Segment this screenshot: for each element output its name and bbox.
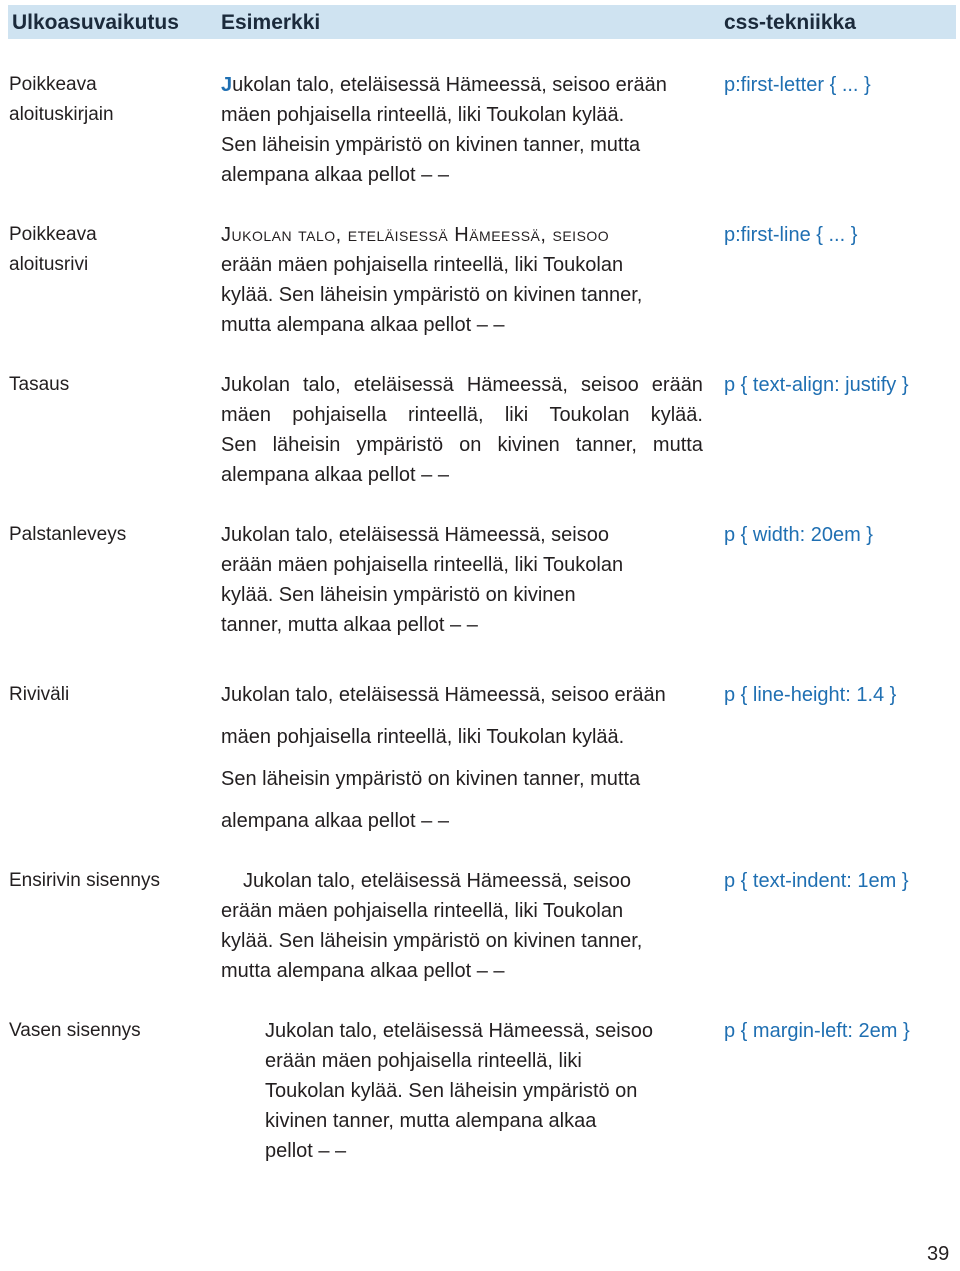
page-number: 39 [927,1243,950,1265]
example-line [221,430,703,460]
css-rule: p { text-indent: 1em } [724,870,909,892]
justified-word: ympäristö [356,434,444,456]
example-line: Jukolan talo, eteläisessä Hämeessä, seisoo erään [221,684,666,706]
header-effect: Ulkoasuvaikutus [12,11,179,34]
justified-word: talo, [302,374,341,396]
example-line-rest: ukolan talo, eteläisessä Hämeessä, seisoo erään [232,74,667,96]
effect-label: Poikkeava aloitusrivi [9,224,97,275]
justified-word: erään [651,374,703,396]
drop-letter: J [221,74,233,96]
css-rule: p:first-line { ... } [724,224,858,246]
header-example: Esimerkki [221,11,321,34]
justified-word: läheisin [272,434,341,456]
example-text [265,1016,653,1166]
example-line: kivinen tanner, mutta alempana alkaa [265,1110,597,1132]
example-line: kylää. Sen läheisin ympäristö on kivinen tanner, [221,930,643,952]
example-line: Toukolan kylää. Sen läheisin ympäristö on [265,1080,638,1102]
justified-word: pohjaisella [292,404,387,426]
justified-word: rinteellä, [408,404,484,426]
example-line: erään mäen pohjaisella rinteellä, liki Toukolan [221,900,624,922]
example-line: erään mäen pohjaisella rinteellä, liki Toukolan [221,254,624,276]
example-text [221,866,642,986]
example-line: alempana alkaa pellot – – [221,164,449,186]
example-line: alempana alkaa pellot – – [221,810,449,832]
example-line: Sen läheisin ympäristö on kivinen tanner, mutta [221,134,641,156]
css-rule: p { width: 20em } [724,524,873,546]
justified-word: mäen [221,404,272,426]
justified-word: tanner, [575,434,637,456]
effect-label: Ensirivin sisennys [9,870,160,891]
example-line: Jukolan talo, eteläisessä Hämeessä, seisoo [243,870,631,892]
example-line: pellot – – [265,1140,347,1162]
effect-label: Vasen sisennys [9,1020,141,1041]
justified-word: eteläisessä [353,374,454,396]
example-line: mutta alempana alkaa pellot – – [221,960,505,982]
example-line: mäen pohjaisella rinteellä, liki Toukolan kylää. [221,726,625,748]
example-text [221,370,703,490]
example-line: Sen läheisin ympäristö on kivinen tanner, mutta [221,768,641,790]
effect-label: Riviväli [9,684,70,705]
example-line: mäen pohjaisella rinteellä, liki Toukolan kylää. [221,104,625,126]
example-line: tanner, mutta alkaa pellot – – [221,614,478,636]
example-line: mutta alempana alkaa pellot – – [221,314,505,336]
justified-word: Toukolan [549,404,630,426]
example-text [221,220,642,340]
example-line: Jukolan talo, eteläisessä Hämeessä, seisoo [221,224,610,246]
justified-word: mutta [652,434,703,456]
css-rule: p { line-height: 1.4 } [724,684,897,706]
example-line [221,70,667,100]
justified-word: Hämeessä, [466,374,568,396]
example-line: Jukolan talo, eteläisessä Hämeessä, seisoo [221,524,609,546]
example-line: kylää. Sen läheisin ympäristö on kivinen [221,584,576,606]
example-text [221,674,666,842]
justified-word: kylää. [650,404,703,426]
example-text [221,70,667,190]
justified-word: on [459,434,482,456]
justified-word: seisoo [580,374,639,396]
example-line: kylää. Sen läheisin ympäristö on kivinen tanner, [221,284,643,306]
justified-word: kivinen [497,434,560,456]
example-text [221,520,623,640]
css-rule: p { text-align: justify } [724,374,909,396]
table-header [8,5,956,39]
justified-word: Jukolan [221,374,290,396]
header-css-technique: css-tekniikka [724,11,856,34]
example-line [221,400,703,430]
example-line: Jukolan talo, eteläisessä Hämeessä, seisoo [265,1020,653,1042]
example-line: erään mäen pohjaisella rinteellä, liki Toukolan [221,554,624,576]
justified-word: liki [504,404,529,426]
effect-label: Tasaus [9,374,70,395]
example-line: alempana alkaa pellot – – [221,464,449,486]
effect-label: Palstanleveys [9,524,127,545]
justified-word: Sen [221,434,257,456]
css-rule: p { margin-left: 2em } [724,1020,910,1042]
example-line [221,370,703,400]
css-rule: p:first-letter { ... } [724,74,871,96]
example-line: erään mäen pohjaisella rinteellä, liki [265,1050,582,1072]
effect-label: Poikkeava aloituskirjain [9,74,114,125]
